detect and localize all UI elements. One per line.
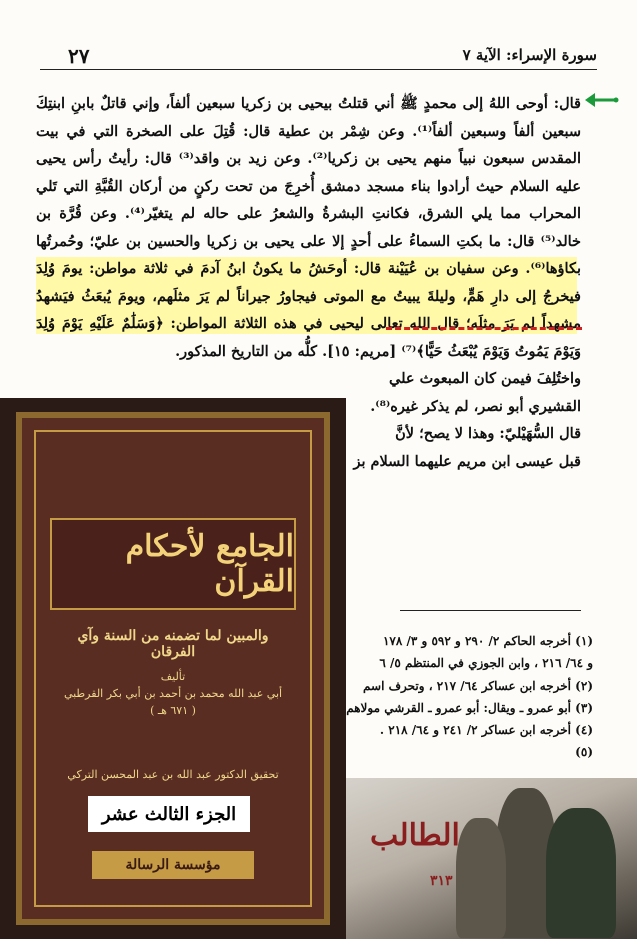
cover-author-line: ( ٦٧١ هـ ) (150, 704, 196, 717)
volume-label: الجزء الثالث عشر (88, 796, 250, 832)
footnote-line: (٣) أبو عمرو ـ ويقال: أبو عمرو ـ القرشي مولاهم (346, 700, 593, 715)
photo-figure (456, 818, 506, 938)
footnote-line: و ٦٤/ ٢١٦ ، وابن الجوزي في المنتظم ٥/ ٦ (379, 656, 593, 671)
paragraph-2: واختُلِفَ فيمن كان المبعوث علي (389, 370, 581, 387)
green-arrow-icon (583, 90, 619, 110)
footnote-line: (٥) (575, 745, 593, 760)
cover-title-box (50, 518, 296, 610)
cover-author (62, 668, 284, 719)
paragraph-5: قبل عيسى ابن مريم عليهما السلام بز (353, 452, 581, 470)
photo-figure (546, 808, 616, 938)
paragraph-main: قال: أوحى اللهُ إلى محمدٍ ﷺ أني قتلتُ بيحيى بن زكريا سبعين ألفاً، وإني قاتلٌ بابنِ ابنتِكَ سبعين ألفاً وسبعين ألفاً⁽¹⁾. وعن شِمْر بن عطية قال: قُتِلَ على الصخرة التي في بيت المقدس سبعون نبياً منهم يحيى بن زكريا⁽²⁾. وعن زيد بن واقد⁽³⁾ قال: رأيتُ رأس يحيى عليه السلام حيث أرادوا بناء مسجد دمشق أُخرِجَ من تحت ركنٍ من أركان القُبَّةِ التي تَلي المحراب مما يلي الشرق، فكانتِ البشرةُ والشعرُ على حاله لم يتغيّر⁽⁴⁾. وعن قُرَّة بن خالد⁽⁵⁾ قال: ما بكتِ السماءُ على أحدٍ إلا على يحيى بن زكريا والحسين بن عليّ؛ وحُمرتُها بكاؤها⁽⁶⁾. وعن سفيان بن عُيَيْنة قال: أوحَشُ ما يكونُ ابنُ آدمَ في ثلاثة مواطن: يومَ وُلِدَ فيخرجُ إلى دارِ هَمٍّ، وليلةَ يبيتُ مع الموتى فيجاورُ جيراناً لم يَرَ مثلَهم، ويومَ يُبعَثُ فيَشهدُ مشهداً لم يَرَ مثلَه؛ قال الله تعالى ليحيى في هذه الثلاثة المواطن: ﴿وَسَلَٰمٌ عَلَيْهِ يَوْمَ وُلِدَ وَيَوْمَ يَمُوتُ وَيَوْمَ يُبْعَثُ حَيًّا﴾⁽⁷⁾ [مريم: ١٥]. كلُّه من التاريخ المذكور. (36, 95, 582, 360)
cover-editor: تحقيق الدكتور عبد الله بن عبد المحسن التركي (67, 768, 279, 781)
book-cover-image (0, 398, 346, 939)
header-rule (40, 69, 597, 70)
cover-author-line: تأليف (160, 670, 186, 683)
overlay-logo: الطالب (370, 818, 460, 853)
page-number: ٢٧ (68, 44, 90, 68)
footnote-line: (٤) أخرجه ابن عساكر ٢/ ٢٤١ و ٦٤/ ٢١٨ . (379, 723, 593, 738)
cover-author-line: أبي عبد الله محمد بن أحمد بن أبي بكر القرطبي (63, 687, 283, 700)
page-header (40, 40, 597, 70)
footnote-rule (400, 610, 581, 611)
running-head: سورة الإسراء: الآية ٧ (462, 46, 597, 64)
cover-publisher: مؤسسة الرسالة (92, 851, 254, 879)
paragraph-4: قال السُّهَيْليّ: وهذا لا يصح؛ لأنَّ (395, 425, 581, 442)
overlay-photo (346, 778, 637, 939)
cover-panel (16, 412, 330, 925)
cover-title: الجامع لأحكام القرآن (125, 529, 294, 599)
overlay-logo-number: ٣١٣ (430, 873, 453, 889)
paragraph-3: القشيري أبو نصر، لم يذكر غيره⁽⁸⁾. (370, 397, 581, 415)
red-dashed-underline (386, 327, 582, 330)
footnote-line: (١) أخرجه الحاكم ٢/ ٢٩٠ و ٥٩٢ و ٣/ ١٧٨ (382, 634, 593, 648)
footnote-line: (٢) أخرجه ابن عساكر ٦٤/ ٢١٧ ، وتحرف اسم (363, 678, 593, 693)
footnotes (346, 630, 593, 764)
cover-subtitle: والمبين لما تضمنه من السنة وآي الفرقان (77, 628, 269, 660)
